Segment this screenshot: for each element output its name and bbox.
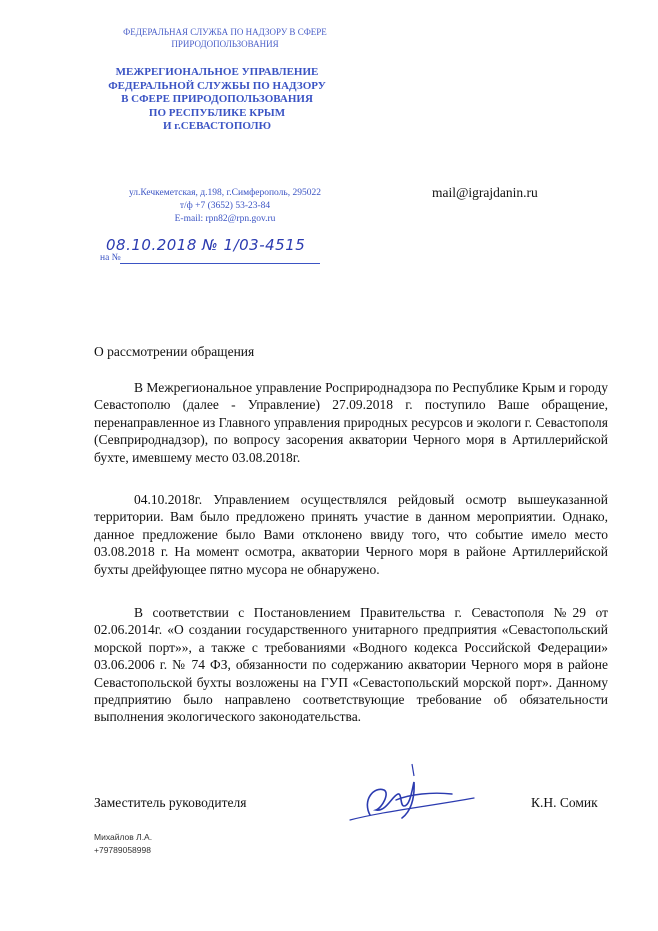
email-line: E-mail: rpn82@rpn.gov.ru: [174, 214, 276, 224]
registration-number-handwritten: 08.10.2018 № 1/03-4515: [106, 236, 306, 254]
recipient-email: mail@igrajdanin.ru: [432, 185, 538, 200]
dept-line-4: ПО РЕСПУБЛИКЕ КРЫМ: [148, 106, 286, 119]
agency-line-2: ПРИРОДОПОЛЬЗОВАНИЯ: [171, 39, 279, 49]
dept-line-1: МЕЖРЕГИОНАЛЬНОЕ УПРАВЛЕНИЕ: [115, 66, 319, 78]
signatory-title: Заместитель руководителя: [94, 795, 247, 810]
letterhead-contacts: [95, 187, 355, 226]
paragraph-3: В соответствии с Постановлением Правительства г. Севастополя №29 от 02.06.2014г. «О создании государственного унитарного предприятия «Севастопольский морской порт»», а также с требованиями «Водного кодекса Российской Федерации» 03.06.2006 г. № 74 ФЗ, обязанности по содержанию акватории Черного моря в районе Севастопольской бухты возложены на ГУП «Севастопольский морской порт». Данному предприятию было направлено соответствующие требование об обязательности выполнения экологического законодательства.: [94, 605, 608, 725]
dept-line-2: ФЕДЕРАЛЬНОЙ СЛУЖБЫ ПО НАДЗОРУ: [108, 79, 326, 92]
executor-info: [94, 831, 152, 857]
phone-line: т/ф +7 (3652) 53-23-84: [179, 201, 271, 211]
agency-line-1: ФЕДЕРАЛЬНАЯ СЛУЖБА ПО НАДЗОРУ В СФЕРЕ: [123, 27, 327, 37]
dept-line-5: И г.СЕВАСТОПОЛЮ: [163, 120, 271, 132]
signatory-name: К.Н. Сомик: [531, 795, 598, 810]
registration-block: [96, 236, 326, 268]
letter-subject: О рассмотрении обращения: [94, 344, 255, 359]
paragraph-1: В Межрегиональное управление Росприроднадзора по Республике Крым и городу Севастополю (далее - Управление) 27.09.2018 г. поступило Ваше обращение, перенаправленное из Главного управления природных ресурсов и экологи г. Севастополя (Севприроднадзор), по вопросу засорения акватории Черного моря в Артиллерийской бухте, имевшему место 03.08.2018г.: [94, 380, 608, 465]
reference-label: на №: [100, 253, 121, 263]
executor-name: Михайлов Л.А.: [94, 832, 153, 842]
reference-underline: [120, 263, 320, 264]
address-line: ул.Кечкеметская, д.198, г.Симферополь, 295022: [128, 188, 322, 198]
executor-phone: +79789058998: [94, 845, 151, 855]
department-name: [92, 66, 342, 134]
dept-line-3: В СФЕРЕ ПРИРОДОПОЛЬЗОВАНИЯ: [121, 93, 313, 105]
paragraph-2: 04.10.2018г. Управлением осуществлялся рейдовый осмотр вышеуказанной территории. Вам было предложено принять участие в данном мероприятии. Однако, данное предложение было Вами отклонено ввиду того, что событие имело место 03.08.2018 г. На момент осмотра, акватории Черного моря в районе Артиллерийской бухты дрейфующее пятно мусора не обнаружено.: [94, 492, 608, 577]
agency-name: [100, 26, 350, 50]
handwritten-signature: [340, 760, 480, 830]
